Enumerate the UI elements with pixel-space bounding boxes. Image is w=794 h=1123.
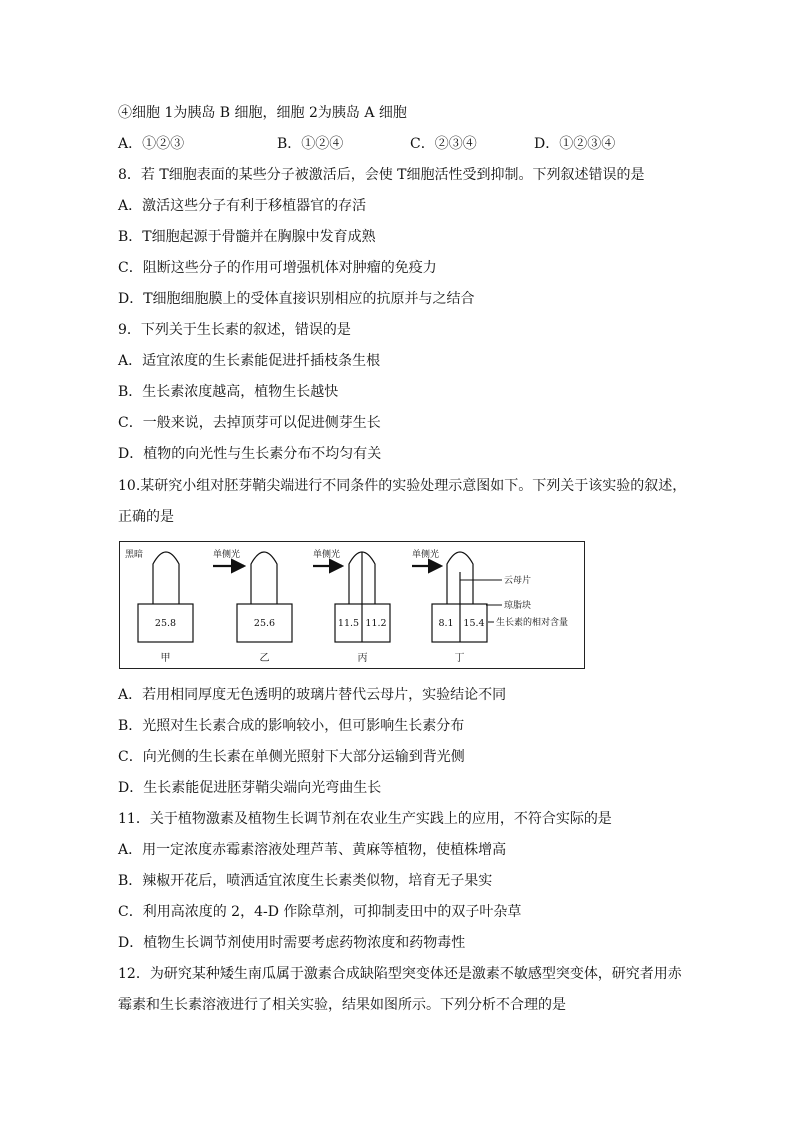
q11-option-d: D．植物生长调节剂使用时需要考虑药物浓度和药物毒性 bbox=[118, 935, 466, 951]
panel-bing-left-auxin-value: 11.5 bbox=[337, 618, 360, 629]
panel-bing-caption: 丙 bbox=[357, 653, 368, 664]
q11-option-a: A．用一定浓度赤霉素溶液处理芦苇、黄麻等植物，使植株增高 bbox=[118, 842, 507, 858]
q8-option-b: B．T细胞起源于骨髓并在胸腺中发育成熟 bbox=[118, 229, 376, 245]
q8-option-d: D．T细胞细胞膜上的受体直接识别相应的抗原并与之结合 bbox=[118, 291, 475, 307]
panel-jia-auxin-value: 25.8 bbox=[154, 618, 177, 629]
panel-jia-condition-label: 黑暗 bbox=[125, 550, 144, 560]
legend-mica-label: 云母片 bbox=[504, 576, 532, 586]
q10-option-d: D．生长素能促进胚芽鞘尖端向光弯曲生长 bbox=[118, 780, 382, 796]
panel-yi-caption: 乙 bbox=[259, 653, 270, 664]
q11-stem: 11．关于植物激素及植物生长调节剂在农业生产实践上的应用，不符合实际的是 bbox=[118, 811, 612, 827]
q9-option-c: C．一般来说，去掉顶芽可以促进侧芽生长 bbox=[118, 415, 381, 431]
coleoptile-experiment-figure bbox=[119, 541, 585, 669]
panel-ding-left-auxin-value: 8.1 bbox=[438, 618, 454, 629]
legend-agar-label: 琼脂块 bbox=[504, 601, 532, 611]
q10-option-b: B．光照对生长素合成的影响较小，但可影响生长素分布 bbox=[118, 718, 465, 734]
q10-stem-line2: 正确的是 bbox=[118, 509, 174, 525]
panel-yi-coleoptile-tip bbox=[251, 552, 277, 604]
panel-ding-right-auxin-value: 15.4 bbox=[463, 618, 485, 629]
q7-option-b: B．①②④ bbox=[277, 136, 344, 152]
panel-jia bbox=[125, 548, 193, 664]
q7-option-c: C．②③④ bbox=[410, 136, 477, 152]
panel-ding-condition-label: 单侧光 bbox=[412, 550, 440, 560]
panel-bing bbox=[313, 548, 390, 664]
legend-auxin-label: 生长素的相对含量 bbox=[496, 618, 569, 628]
q10-option-c: C．向光侧的生长素在单侧光照射下大部分运输到背光侧 bbox=[118, 749, 465, 765]
q9-option-b: B．生长素浓度越高，植物生长越快 bbox=[118, 384, 339, 400]
q10-option-a: A．若用相同厚度无色透明的玻璃片替代云母片，实验结论不同 bbox=[118, 687, 507, 703]
q8-option-a: A．激活这些分子有利于移植器官的存活 bbox=[118, 198, 367, 214]
q9-option-d: D．植物的向光性与生长素分布不均匀有关 bbox=[118, 446, 382, 462]
panel-ding-caption: 丁 bbox=[454, 653, 465, 664]
q7-item4: ④细胞 1为胰岛 B 细胞，细胞 2为胰岛 A 细胞 bbox=[118, 105, 407, 121]
q8-option-c: C．阻断这些分子的作用可增强机体对肿瘤的免疫力 bbox=[118, 260, 437, 276]
panel-yi-auxin-value: 25.6 bbox=[253, 618, 276, 629]
panel-bing-condition-label: 单侧光 bbox=[313, 550, 341, 560]
q12-stem-line2: 霉素和生长素溶液进行了相关实验，结果如图所示。下列分析不合理的是 bbox=[118, 997, 566, 1013]
panel-bing-right-auxin-value: 11.2 bbox=[365, 618, 387, 629]
q8-stem: 8．若 T细胞表面的某些分子被激活后，会使 T细胞活性受到抑制。下列叙述错误的是 bbox=[118, 167, 645, 183]
panel-jia-coleoptile-tip bbox=[153, 552, 179, 604]
q9-option-a: A．适宜浓度的生长素能促进扦插枝条生根 bbox=[118, 353, 381, 369]
panel-yi-condition-label: 单侧光 bbox=[213, 550, 241, 560]
q11-option-b: B．辣椒开花后，喷洒适宜浓度生长素类似物，培育无子果实 bbox=[118, 873, 493, 889]
q7-option-a: A．①②③ bbox=[118, 136, 185, 152]
q12-stem-line1: 12．为研究某种矮生南瓜属于激素合成缺陷型突变体还是激素不敏感型突变体，研究者用赤 bbox=[118, 966, 682, 982]
q9-stem: 9．下列关于生长素的叙述，错误的是 bbox=[118, 322, 351, 338]
coleoptile-diagram bbox=[120, 542, 584, 668]
panel-ding bbox=[412, 548, 487, 664]
q7-option-d: D．①②③④ bbox=[534, 136, 616, 152]
q11-option-c: C．利用高浓度的 2，4-D 作除草剂，可抑制麦田中的双子叶杂草 bbox=[118, 904, 522, 920]
panel-yi bbox=[213, 548, 292, 664]
panel-jia-caption: 甲 bbox=[160, 653, 171, 664]
q10-stem-line1: 10.某研究小组对胚芽鞘尖端进行不同条件的实验处理示意图如下。下列关于该实验的叙述， bbox=[118, 478, 687, 494]
